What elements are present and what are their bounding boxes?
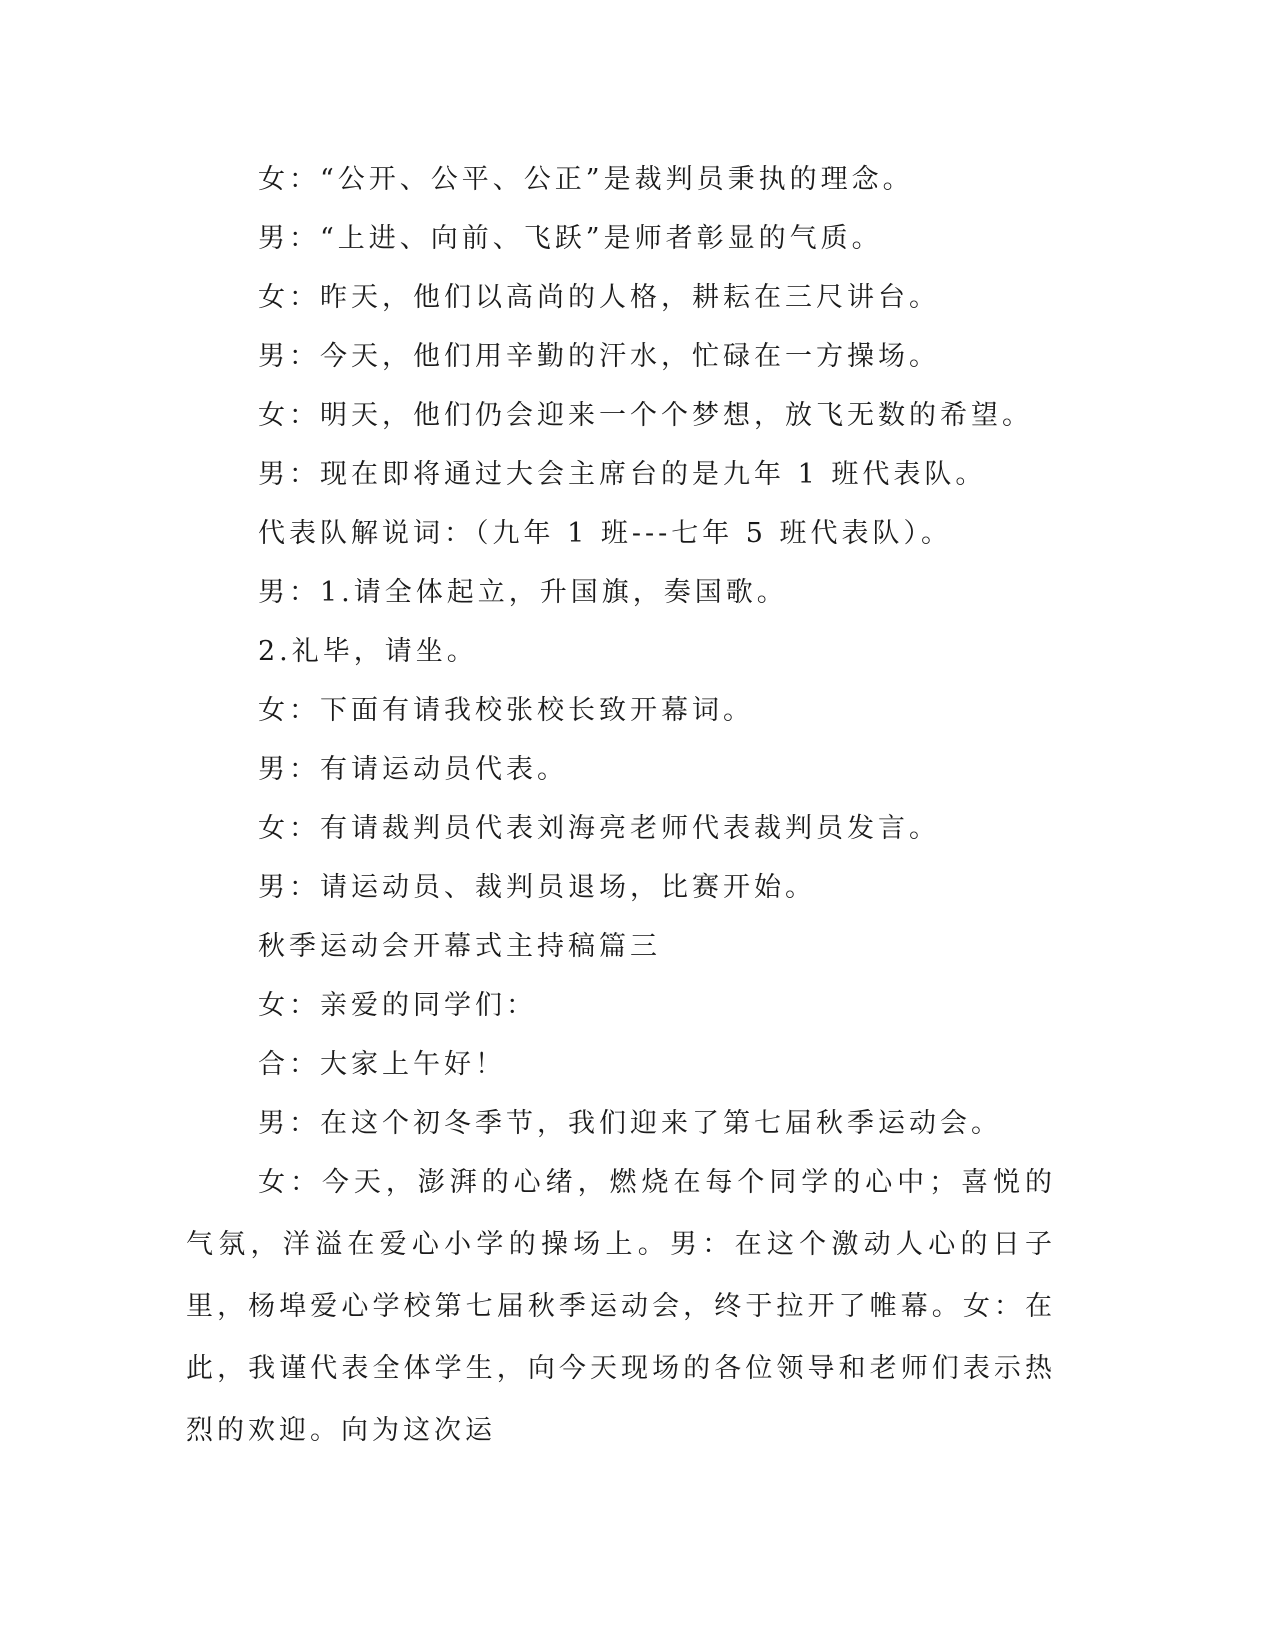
body-paragraph: 女：今天，澎湃的心绪，燃烧在每个同学的心中；喜悦的气氛，洋溢在爱心小学的操场上。男：在这个激动人心的日子里，杨埠爱心学校第七届秋季运动会，终于拉开了帷幕。女：在此，我谨代表全体学生，向今天现场的各位领导和老师们表示热烈的欢迎。向为这次运 [186, 1167, 1056, 1446]
script-line: 男：“上进、向前、飞跃”是师者彰显的气质。 [258, 223, 883, 254]
script-line: 合：大家上午好！ [258, 1049, 506, 1080]
script-line: 女：昨天，他们以高尚的人格，耕耘在三尺讲台。 [258, 282, 940, 313]
script-line: 男：在这个初冬季节，我们迎来了第七届秋季运动会。 [258, 1108, 1002, 1139]
script-line: 女：“公开、公平、公正”是裁判员秉执的理念。 [258, 164, 914, 195]
script-line: 男：今天，他们用辛勤的汗水，忙碌在一方操场。 [258, 341, 940, 372]
section-heading: 秋季运动会开幕式主持稿篇三 [258, 931, 661, 962]
script-line: 女：有请裁判员代表刘海亮老师代表裁判员发言。 [258, 813, 940, 844]
script-line: 2.礼毕，请坐。 [258, 636, 478, 667]
script-line: 男：请运动员、裁判员退场，比赛开始。 [258, 872, 816, 903]
script-line: 代表队解说词：（九年 1 班---七年 5 班代表队）。 [258, 518, 953, 549]
script-line: 女：亲爱的同学们： [258, 990, 537, 1021]
script-line: 女：下面有请我校张校长致开幕词。 [258, 695, 754, 726]
script-line: 男：现在即将通过大会主席台的是九年 1 班代表队。 [258, 459, 987, 490]
script-line: 男：1.请全体起立，升国旗，奏国歌。 [258, 577, 788, 608]
script-line: 男：有请运动员代表。 [258, 754, 568, 785]
script-line: 女：明天，他们仍会迎来一个个梦想，放飞无数的希望。 [258, 400, 1033, 431]
